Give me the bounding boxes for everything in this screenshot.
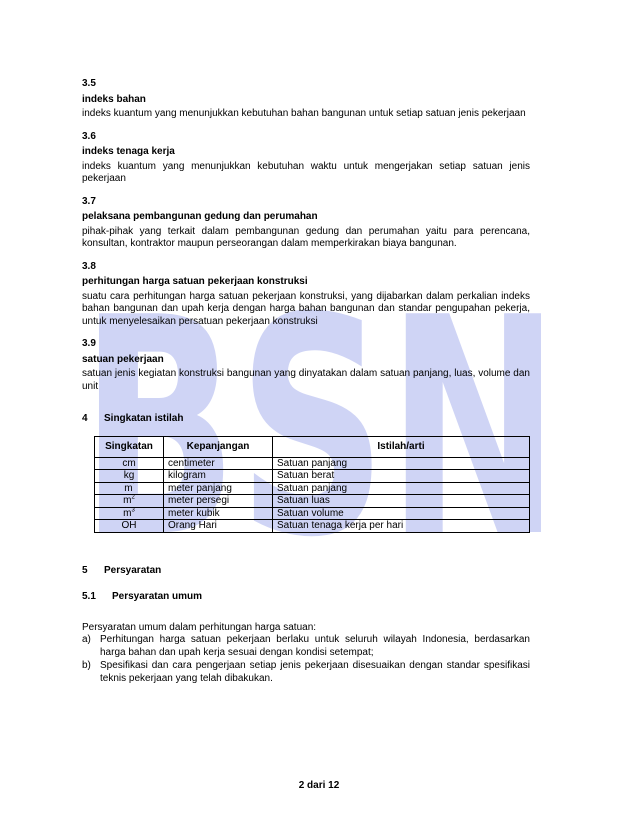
section-title: Persyaratan — [104, 564, 162, 576]
definition-text: satuan jenis kegiatan konstruksi bangunan yang dinyatakan dalam satuan panjang, luas, volume dan unit — [82, 368, 530, 392]
meaning-cell: Satuan tenaga kerja per hari — [273, 520, 530, 533]
table-header-row — [95, 436, 530, 457]
abbr-cell: OH — [95, 520, 164, 533]
table-row — [95, 470, 530, 483]
definition-entry — [82, 261, 530, 329]
definition-entry — [82, 131, 530, 186]
definition-number: 3.7 — [82, 195, 96, 207]
list-item-text: Perhitungan harga satuan pekerjaan berlaku untuk seluruh wilayah Indonesia, berdasarkan harga bahan dan upah kerja sesuai dengan kondisi setempat; — [100, 634, 530, 658]
full-cell: meter persegi — [164, 495, 273, 508]
table-row — [95, 507, 530, 520]
definition-entry — [82, 196, 530, 251]
table-row — [95, 482, 530, 495]
watermark-text: BSN — [80, 300, 560, 560]
definition-text: indeks kuantum yang menunjukkan kebutuhan bahan bangunan untuk setiap satuan jenis pekerjaan — [82, 108, 526, 119]
definition-text: pihak-pihak yang terkait dalam pembangunan gedung dan perumahan yaitu para perencana, konsultan, kontraktor maupun perseorangan dalam memperkirakan biaya bangunan. — [82, 225, 530, 249]
list-item-text: Spesifikasi dan cara pengerjaan setiap jenis pekerjaan disesuaikan dengan standar spesifikasi teknis pekerjaan yang telah dibakukan. — [100, 660, 530, 684]
abbr-cell: kg — [95, 470, 164, 483]
definitions-list — [82, 78, 530, 393]
definition-number: 3.5 — [82, 78, 96, 89]
section-5-1-heading — [82, 591, 530, 604]
abbr-cell: m' — [95, 482, 164, 495]
section-title: Persyaratan umum — [112, 591, 203, 602]
definition-term: indeks bahan — [82, 93, 146, 105]
section-number: 5.1 — [82, 591, 96, 602]
requirements-list — [82, 634, 530, 685]
list-marker: b) — [82, 660, 91, 671]
abbr-cell: $m^2$ — [95, 495, 164, 508]
header-singkatan: Singkatan — [95, 436, 164, 457]
section-number: 5 — [82, 564, 88, 576]
definition-term: perhitungan harga satuan pekerjaan konstruksi — [82, 276, 308, 287]
definition-number: 3.6 — [82, 130, 96, 142]
definition-number: 3.9 — [82, 338, 96, 349]
list-item — [82, 660, 530, 685]
meaning-cell: Satuan volume — [273, 507, 530, 520]
definition-number: 3.8 — [82, 260, 96, 272]
section-title: Singkatan istilah — [104, 413, 184, 424]
meaning-cell: Satuan luas — [273, 495, 530, 508]
definition-text: indeks kuantum yang menunjukkan kebutuhan waktu untuk mengerjakan setiap satuan jenis pekerjaan — [82, 160, 530, 184]
definition-entry — [82, 78, 530, 121]
definition-entry — [82, 338, 530, 393]
full-cell: kilogram — [164, 470, 273, 483]
list-item — [82, 634, 530, 659]
requirements-intro: Persyaratan umum dalam perhitungan harga satuan: — [82, 621, 317, 633]
definition-term: pelaksana pembangunan gedung dan perumahan — [82, 211, 318, 222]
abbr-cell: $m^3$ — [95, 507, 164, 520]
meaning-cell: Satuan panjang — [273, 482, 530, 495]
header-istilah: Istilah/arti — [273, 436, 530, 457]
page-number: 2 dari 12 — [298, 780, 340, 791]
definition-term: indeks tenaga kerja — [82, 146, 175, 157]
table-row — [95, 520, 530, 533]
full-cell: meter kubik — [164, 507, 273, 520]
definition-term: satuan pekerjaan — [82, 353, 164, 365]
full-cell: meter panjang — [164, 482, 273, 495]
table-row — [95, 457, 530, 470]
definition-text: suatu cara perhitungan harga satuan pekerjaan konstruksi, yang dijabarkan dalam perkalian indeks bahan bangunan dan upah kerja dengan harga bahan bangunan dan standar pengupahan pekerja, untuk menyelesaikan persatuan pekerjaan konstruksi — [82, 290, 530, 327]
full-cell: centimeter — [164, 457, 273, 470]
full-cell: Orang Hari — [164, 520, 273, 533]
list-marker: a) — [82, 634, 91, 645]
section-number: 4 — [82, 413, 88, 424]
document-page — [82, 78, 530, 686]
abbr-cell: cm — [95, 457, 164, 470]
meaning-cell: Satuan berat — [273, 470, 530, 483]
header-kepanjangan: Kepanjangan — [164, 436, 273, 457]
section-4-heading — [82, 413, 530, 426]
meaning-cell: Satuan panjang — [273, 457, 530, 470]
section-5-heading — [82, 565, 530, 578]
table-row — [95, 495, 530, 508]
abbreviation-table — [94, 436, 530, 533]
